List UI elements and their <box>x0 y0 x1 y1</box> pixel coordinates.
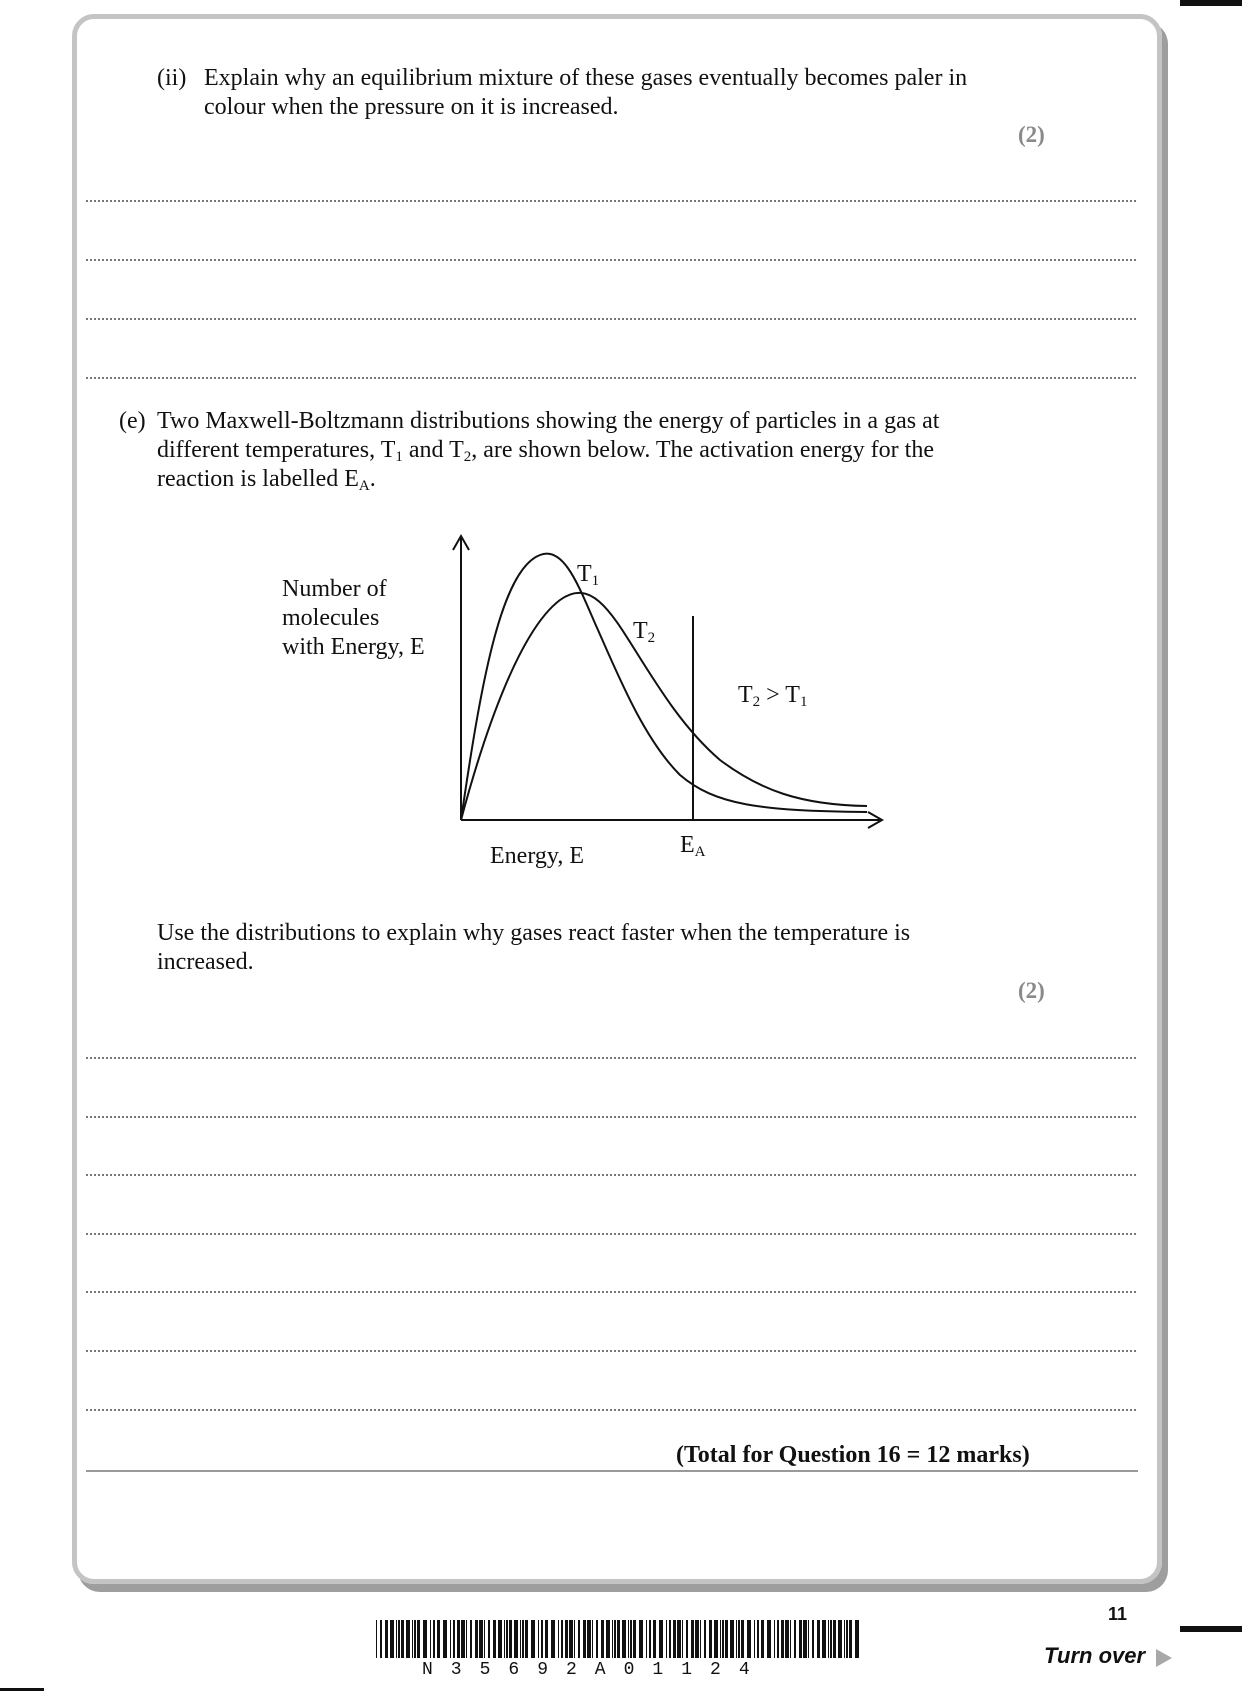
answer-line[interactable] <box>86 1409 1136 1411</box>
barcode-bar <box>633 1620 636 1658</box>
barcode-bar <box>583 1620 586 1658</box>
barcode-bar <box>833 1620 836 1658</box>
barcode-bar <box>414 1620 416 1658</box>
answer-line[interactable] <box>86 1233 1136 1235</box>
barcode-bar <box>666 1620 667 1658</box>
barcode-bar <box>443 1620 447 1658</box>
barcode-bar <box>846 1620 848 1658</box>
barcode-bar <box>653 1620 656 1658</box>
barcode-bar <box>628 1620 629 1658</box>
barcode-bar <box>630 1620 632 1658</box>
barcode-bar <box>709 1620 712 1658</box>
barcode-bar <box>730 1620 734 1658</box>
total-rule <box>86 1470 1138 1472</box>
answer-line[interactable] <box>86 259 1136 261</box>
barcode-bar <box>475 1620 478 1658</box>
barcode-bar <box>398 1620 400 1658</box>
barcode-bar <box>738 1620 740 1658</box>
barcode-bar <box>433 1620 435 1658</box>
graph-y-label-line1: Number of <box>282 576 387 602</box>
barcode-bar <box>479 1620 483 1658</box>
barcode-bar <box>714 1620 718 1658</box>
barcode-bar <box>695 1620 699 1658</box>
barcode-bar <box>677 1620 681 1658</box>
barcode-bar <box>790 1620 791 1658</box>
barcode-bar <box>520 1620 521 1658</box>
answer-line[interactable] <box>86 1350 1136 1352</box>
graph-y-label-line2: molecules <box>282 605 380 631</box>
barcode-bar <box>541 1620 543 1658</box>
barcode-bar <box>596 1620 598 1658</box>
barcode-bar <box>747 1620 751 1658</box>
barcode-bar <box>777 1620 779 1658</box>
part-e-line2: different temperatures, $T_1$ and $T_2$, are shown below. The activation energy for the <box>157 437 934 465</box>
barcode-bar <box>612 1620 613 1658</box>
barcode-bar <box>592 1620 593 1658</box>
barcode-bar <box>849 1620 852 1658</box>
turn-over-arrow-icon <box>1154 1647 1174 1669</box>
part-ii-line2: colour when the pressure on it is increased. <box>204 94 619 120</box>
barcode-bar <box>725 1620 728 1658</box>
barcode-bar <box>838 1620 842 1658</box>
barcode <box>376 1620 860 1658</box>
barcode-bar <box>794 1620 796 1658</box>
answer-line[interactable] <box>86 200 1136 202</box>
barcode-bar <box>720 1620 721 1658</box>
barcode-bar <box>673 1620 676 1658</box>
barcode-bar <box>450 1620 451 1658</box>
barcode-bar <box>396 1620 397 1658</box>
barcode-bar <box>522 1620 524 1658</box>
barcode-bar <box>466 1620 467 1658</box>
barcode-bar <box>828 1620 829 1658</box>
barcode-bar <box>817 1620 820 1658</box>
barcode-bar <box>545 1620 548 1658</box>
barcode-bar <box>617 1620 620 1658</box>
answer-line[interactable] <box>86 377 1136 379</box>
maxwell-boltzmann-graph <box>440 530 900 850</box>
barcode-bar <box>704 1620 706 1658</box>
part-e-label: (e) <box>119 408 146 434</box>
answer-line[interactable] <box>86 1174 1136 1176</box>
barcode-bar <box>601 1620 604 1658</box>
barcode-bar <box>606 1620 610 1658</box>
barcode-bar <box>639 1620 643 1658</box>
activation-energy-label: $E_A$ <box>680 832 706 860</box>
barcode-bar <box>461 1620 465 1658</box>
page-number: 11 <box>1108 1604 1128 1624</box>
barcode-bar <box>757 1620 759 1658</box>
part-e-line1: Two Maxwell-Boltzmann distributions showing the energy of particles in a gas at <box>157 408 940 434</box>
answer-line[interactable] <box>86 318 1136 320</box>
barcode-bar <box>453 1620 455 1658</box>
graph-y-label-line3: with Energy, E <box>282 634 425 660</box>
barcode-bar <box>646 1620 647 1658</box>
barcode-bar <box>514 1620 518 1658</box>
barcode-bar <box>551 1620 555 1658</box>
part-e-question-line1: Use the distributions to explain why gases react faster when the temperature is <box>157 920 911 946</box>
barcode-bar <box>565 1620 568 1658</box>
barcode-bar <box>437 1620 440 1658</box>
barcode-bar <box>525 1620 528 1658</box>
barcode-bar <box>855 1620 859 1658</box>
barcode-bar <box>682 1620 683 1658</box>
barcode-bar <box>406 1620 410 1658</box>
barcode-bar <box>785 1620 789 1658</box>
barcode-bar <box>754 1620 755 1658</box>
barcode-bar <box>493 1620 496 1658</box>
barcode-bar <box>812 1620 814 1658</box>
barcode-bar <box>803 1620 807 1658</box>
turn-over-text: Turn over <box>1044 1643 1146 1668</box>
barcode-bar <box>569 1620 573 1658</box>
barcode-bar <box>686 1620 688 1658</box>
curve-t1-label: $T_1$ <box>577 561 600 589</box>
part-ii-line1: Explain why an equilibrium mixture of these gases eventually becomes paler in <box>204 65 968 91</box>
barcode-bar <box>430 1620 431 1658</box>
corner-mark-top <box>1180 0 1242 6</box>
corner-mark-left <box>0 1688 44 1691</box>
barcode-bar <box>722 1620 724 1658</box>
graph-x-label: Energy, E <box>490 843 584 869</box>
barcode-bar <box>700 1620 701 1658</box>
barcode-bar <box>401 1620 404 1658</box>
barcode-bar <box>470 1620 472 1658</box>
barcode-bar <box>531 1620 535 1658</box>
barcode-bar <box>761 1620 764 1658</box>
barcode-bar <box>574 1620 575 1658</box>
curve-t2-label: $T_2$ <box>633 618 656 646</box>
barcode-bar <box>558 1620 559 1658</box>
barcode-bar <box>457 1620 460 1658</box>
barcode-bar <box>385 1620 388 1658</box>
barcode-bar <box>412 1620 413 1658</box>
barcode-bar <box>506 1620 508 1658</box>
barcode-bar <box>417 1620 420 1658</box>
barcode-bar <box>622 1620 626 1658</box>
barcode-bar <box>423 1620 427 1658</box>
barcode-bar <box>504 1620 505 1658</box>
barcode-bar <box>509 1620 512 1658</box>
barcode-bar <box>774 1620 775 1658</box>
barcode-bar <box>808 1620 809 1658</box>
question-total: (Total for Question 16 = 12 marks) <box>676 1442 1030 1468</box>
barcode-bar <box>484 1620 485 1658</box>
part-ii-label: (ii) <box>157 65 187 91</box>
barcode-bar <box>669 1620 671 1658</box>
barcode-bar <box>736 1620 737 1658</box>
part-e-marks: (2) <box>1018 978 1045 1003</box>
answer-line[interactable] <box>86 1057 1136 1059</box>
barcode-bar <box>578 1620 580 1658</box>
answer-line[interactable] <box>86 1116 1136 1118</box>
barcode-bar <box>538 1620 539 1658</box>
barcode-bar <box>830 1620 832 1658</box>
barcode-bar <box>781 1620 784 1658</box>
barcode-bar <box>614 1620 616 1658</box>
barcode-bar <box>390 1620 394 1658</box>
barcode-bar <box>844 1620 845 1658</box>
barcode-bar <box>741 1620 744 1658</box>
part-ii-marks: (2) <box>1018 122 1045 147</box>
barcode-bar <box>561 1620 563 1658</box>
answer-line[interactable] <box>86 1291 1136 1293</box>
barcode-bar <box>659 1620 663 1658</box>
graph-y-label <box>282 575 425 662</box>
barcode-bar <box>587 1620 591 1658</box>
barcode-bar <box>488 1620 490 1658</box>
barcode-bar <box>649 1620 651 1658</box>
barcode-bar <box>767 1620 771 1658</box>
corner-mark-bottom <box>1180 1626 1242 1632</box>
part-e-question-line2: increased. <box>157 949 254 975</box>
temperature-relation-label: $T_2 > T_1$ <box>738 682 808 710</box>
barcode-bar <box>799 1620 802 1658</box>
barcode-bar <box>822 1620 826 1658</box>
barcode-text: N35692A01124 <box>422 1660 768 1680</box>
barcode-bar <box>691 1620 694 1658</box>
barcode-bar <box>376 1620 377 1658</box>
barcode-bar <box>498 1620 502 1658</box>
barcode-bar <box>380 1620 382 1658</box>
part-e-line3: reaction is labelled $E_A$. <box>157 466 376 494</box>
